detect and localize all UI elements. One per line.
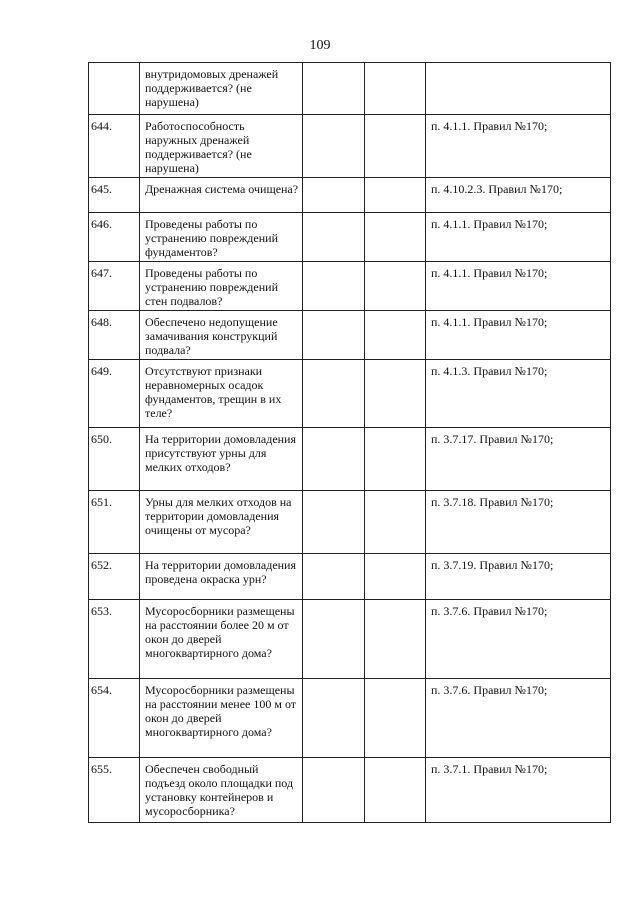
answer-no-cell <box>365 311 426 360</box>
row-number: 654. <box>89 679 140 758</box>
reference-text: п. 4.1.1. Правил №170; <box>426 262 611 311</box>
checklist-table <box>88 62 611 823</box>
reference-text: п. 4.10.2.3. Правил №170; <box>426 178 611 213</box>
answer-no-cell <box>365 679 426 758</box>
reference-text: п. 4.1.3. Правил №170; <box>426 360 611 428</box>
row-number: 651. <box>89 491 140 554</box>
answer-yes-cell <box>303 63 365 115</box>
answer-no-cell <box>365 178 426 213</box>
question-text: Обеспечено недопущение замачивания конструкций подвала? <box>140 311 303 360</box>
table-row <box>89 115 611 178</box>
answer-yes-cell <box>303 311 365 360</box>
table-row <box>89 213 611 262</box>
reference-text: п. 3.7.17. Правил №170; <box>426 428 611 491</box>
row-number: 652. <box>89 554 140 600</box>
reference-text: п. 3.7.19. Правил №170; <box>426 554 611 600</box>
answer-yes-cell <box>303 491 365 554</box>
question-text: Обеспечен свободный подъезд около площадки под установку контейнеров и мусоросборника? <box>140 758 303 823</box>
question-text: Урны для мелких отходов на территории домовладения очищены от мусора? <box>140 491 303 554</box>
answer-yes-cell <box>303 213 365 262</box>
answer-no-cell <box>365 115 426 178</box>
question-text: Работоспособность наружных дренажей поддерживается? (не нарушена) <box>140 115 303 178</box>
table-row <box>89 63 611 115</box>
page-number: 109 <box>309 38 331 53</box>
reference-text: п. 4.1.1. Правил №170; <box>426 311 611 360</box>
row-number: 645. <box>89 178 140 213</box>
row-number <box>89 63 140 115</box>
row-number: 655. <box>89 758 140 823</box>
table-row <box>89 600 611 679</box>
answer-yes-cell <box>303 178 365 213</box>
answer-yes-cell <box>303 758 365 823</box>
row-number: 644. <box>89 115 140 178</box>
question-text: На территории домовладения присутствуют урны для мелких отходов? <box>140 428 303 491</box>
reference-text: п. 4.1.1. Правил №170; <box>426 213 611 262</box>
answer-yes-cell <box>303 428 365 491</box>
answer-no-cell <box>365 63 426 115</box>
reference-text: п. 3.7.6. Правил №170; <box>426 600 611 679</box>
answer-yes-cell <box>303 360 365 428</box>
reference-text: п. 3.7.6. Правил №170; <box>426 679 611 758</box>
row-number: 650. <box>89 428 140 491</box>
row-number: 646. <box>89 213 140 262</box>
answer-no-cell <box>365 758 426 823</box>
question-text: внутридомовых дренажей поддерживается? (не нарушена) <box>140 63 303 115</box>
reference-text: п. 3.7.18. Правил №170; <box>426 491 611 554</box>
question-text: Проведены работы по устранению повреждений фундаментов? <box>140 213 303 262</box>
row-number: 649. <box>89 360 140 428</box>
answer-no-cell <box>365 262 426 311</box>
answer-yes-cell <box>303 600 365 679</box>
reference-text: п. 3.7.1. Правил №170; <box>426 758 611 823</box>
row-number: 653. <box>89 600 140 679</box>
table-row <box>89 311 611 360</box>
answer-no-cell <box>365 554 426 600</box>
row-number: 648. <box>89 311 140 360</box>
table-row <box>89 491 611 554</box>
answer-no-cell <box>365 360 426 428</box>
question-text: Мусоросборники размещены на расстоянии менее 100 м от окон до дверей многоквартирного дома? <box>140 679 303 758</box>
table-row <box>89 360 611 428</box>
table-row <box>89 758 611 823</box>
table-row <box>89 428 611 491</box>
answer-yes-cell <box>303 115 365 178</box>
answer-yes-cell <box>303 554 365 600</box>
question-text: Проведены работы по устранению повреждений стен подвалов? <box>140 262 303 311</box>
question-text: Мусоросборники размещены на расстоянии более 20 м от окон до дверей многоквартирного дома? <box>140 600 303 679</box>
answer-yes-cell <box>303 679 365 758</box>
answer-no-cell <box>365 600 426 679</box>
question-text: Дренажная система очищена? <box>140 178 303 213</box>
answer-yes-cell <box>303 262 365 311</box>
answer-no-cell <box>365 491 426 554</box>
reference-text: п. 4.1.1. Правил №170; <box>426 115 611 178</box>
table-row <box>89 554 611 600</box>
row-number: 647. <box>89 262 140 311</box>
reference-text <box>426 63 611 115</box>
table-row <box>89 178 611 213</box>
answer-no-cell <box>365 213 426 262</box>
table-row <box>89 262 611 311</box>
table-row <box>89 679 611 758</box>
question-text: На территории домовладения проведена окраска урн? <box>140 554 303 600</box>
answer-no-cell <box>365 428 426 491</box>
question-text: Отсутствуют признаки неравномерных осадок фундаментов, трещин в их теле? <box>140 360 303 428</box>
